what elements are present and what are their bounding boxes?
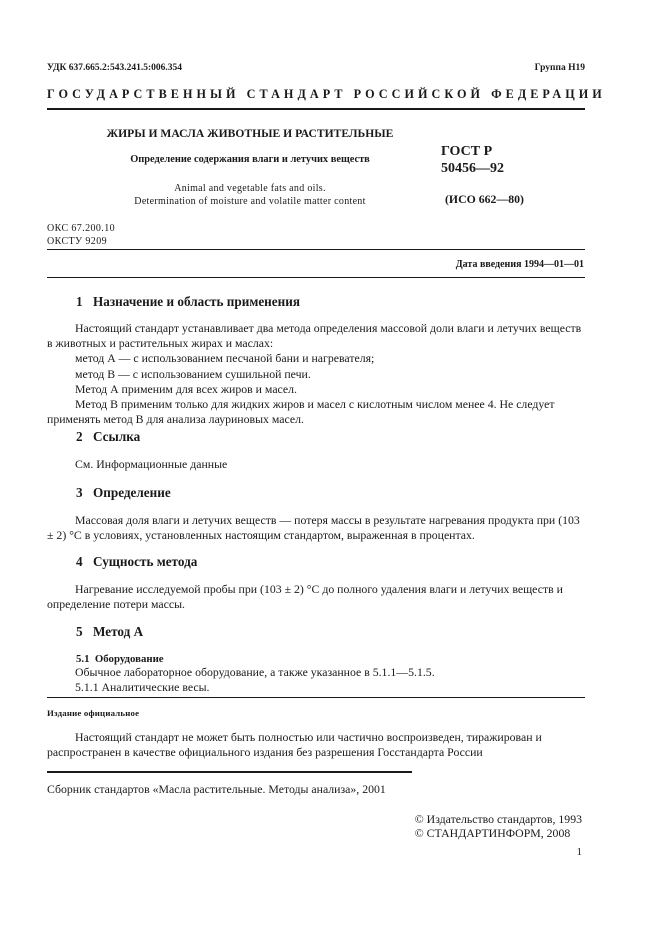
section-3-title: Определение (93, 485, 171, 500)
page-number: 1 (576, 846, 582, 858)
section-2-paragraph: См. Информационные данные (75, 457, 228, 471)
subsection-5-1-number: 5.1 (76, 653, 90, 665)
section-2-title: Ссылка (93, 429, 141, 444)
section-2-number: 2 (76, 429, 83, 444)
english-title-line1: Animal and vegetable fats and oils. (174, 183, 326, 194)
section-3-heading (76, 485, 171, 501)
document-title: ЖИРЫ И МАСЛА ЖИВОТНЫЕ И РАСТИТЕЛЬНЫЕ (106, 127, 394, 140)
section-1-number: 1 (76, 294, 83, 309)
introduction-date: Дата введения 1994—01—01 (455, 259, 584, 270)
state-standard-title: ГОСУДАРСТВЕННЫЙ СТАНДАРТ РОССИЙСКОЙ ФЕДЕРАЦИИ (47, 87, 606, 101)
copyright-line-2: © СТАНДАРТИНФОРМ, 2008 (414, 826, 571, 840)
section-1-heading (76, 294, 300, 310)
section-5-body (47, 665, 583, 695)
iso-reference: (ИСО 662—80) (445, 192, 524, 206)
okstu-code: ОКСТУ 9209 (47, 236, 108, 247)
section-1-method-b-scope: Метод В применим только для жидких жиров и масел с кислотным числом менее 4. Не следует применять метод В для анализа лауриновых масел. (47, 397, 555, 427)
section-1-method-a: метод А — с использованием песчаной бани и нагревателя; (75, 351, 375, 366)
section-5-number: 5 (76, 624, 83, 639)
collection-rule (47, 771, 412, 773)
collection-reference: Сборник стандартов «Масла растительные. Методы анализа», 2001 (47, 782, 386, 796)
section-2-heading (76, 429, 140, 445)
classification-codes (47, 222, 115, 248)
item-5-1-1: 5.1.1 Аналитические весы. (75, 680, 210, 695)
section-3-paragraph: Массовая доля влаги и летучих веществ — потеря массы в результате нагревания продукта при (103 ± 2) °С в условиях, установленных настоящим стандартом, выраженная в процентах. (47, 513, 580, 543)
copyright-block (415, 812, 582, 840)
english-title-line2: Determination of moisture and volatile matter content (134, 196, 366, 207)
section-1-title: Назначение и область применения (93, 294, 300, 309)
gost-label: ГОСТ Р (441, 144, 493, 159)
subsection-5-1-heading (76, 653, 164, 665)
official-edition-text: Настоящий стандарт не может быть полностью или частично воспроизведен, тиражирован и распространен в качестве официального издания без разрешения Госстандарта России (47, 730, 542, 760)
official-edition-label: Издание официальное (47, 708, 140, 718)
section-2-body (47, 457, 583, 472)
date-rule (47, 277, 585, 278)
copyright-line-1: © Издательство стандартов, 1993 (414, 812, 582, 826)
subsection-5-1-title: Оборудование (94, 653, 164, 665)
section-4-title: Сущность метода (93, 554, 198, 569)
section-1-body (47, 321, 583, 427)
group-code: Группа Н19 (534, 63, 585, 73)
section-3-number: 3 (76, 485, 83, 500)
udk-code: УДК 637.665.2:543.241.5:006.354 (47, 63, 183, 73)
header-line (47, 63, 585, 73)
gost-number (441, 143, 504, 177)
section-4-heading (76, 554, 197, 570)
section-5-heading (76, 624, 143, 640)
subsection-5-1-paragraph: Обычное лабораторное оборудование, а также указанное в 5.1.1—5.1.5. (75, 665, 435, 679)
section-4-body (47, 582, 583, 612)
official-rule (47, 697, 585, 698)
header-rule (47, 108, 585, 110)
official-edition-text-block (47, 730, 583, 760)
section-1-paragraph: Настоящий стандарт устанавливает два метода определения массовой доли влаги и летучих веществ в животных и растительных жирах и маслах: (47, 321, 582, 351)
section-1-method-b: метод В — с использованием сушильной печи. (75, 366, 311, 381)
section-5-title: Метод А (93, 624, 144, 639)
document-subtitle: Определение содержания влаги и летучих веществ (130, 154, 370, 165)
section-3-body (47, 513, 583, 543)
section-4-number: 4 (76, 554, 83, 569)
oks-code: ОКС 67.200.10 (47, 223, 116, 234)
codes-rule (47, 249, 585, 250)
gost-code: 50456—92 (441, 161, 504, 176)
section-1-method-a-scope: Метод А применим для всех жиров и масел. (75, 381, 298, 396)
section-4-paragraph: Нагревание исследуемой пробы при (103 ± 2) °С до полного удаления влаги и летучих веществ и определение потери массы. (47, 582, 563, 612)
